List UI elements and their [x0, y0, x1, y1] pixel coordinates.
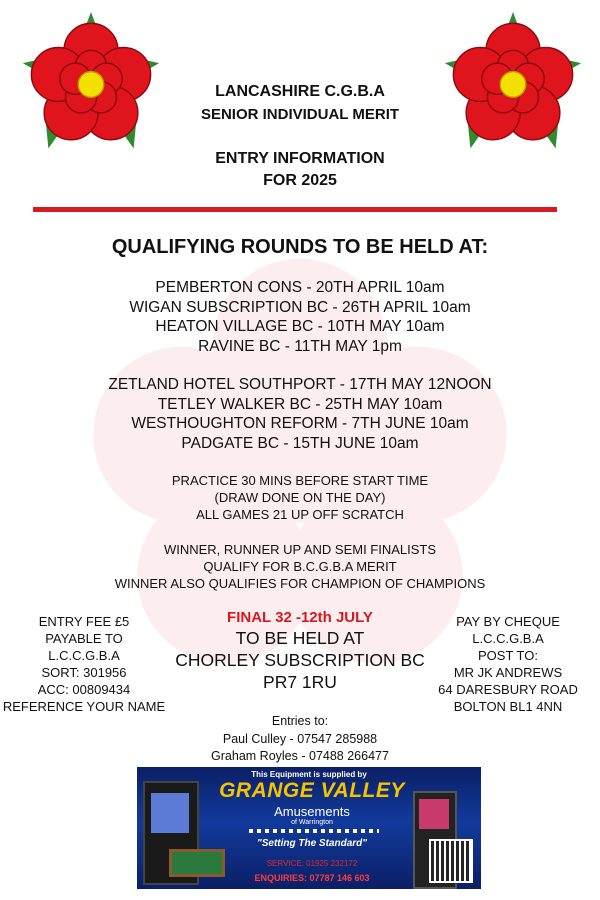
entry-fee-line: ENTRY FEE £5: [38, 614, 130, 629]
cheque-line: BOLTON BL1 4NN: [453, 699, 563, 714]
cheque-line: MR JK ANDREWS: [453, 665, 563, 680]
venue-item: PEMBERTON CONS - 20TH APRIL 10am: [155, 279, 445, 296]
divider-line: [33, 207, 557, 212]
contact-line: Graham Royles - 07488 266477: [211, 749, 389, 763]
entry-fee-line: L.C.C.G.B.A: [48, 648, 120, 663]
note-line: WINNER ALSO QUALIFIES FOR CHAMPION OF CHAMPIONS: [114, 576, 486, 591]
note-line: WINNER, RUNNER UP AND SEMI FINALISTS: [163, 542, 437, 557]
sponsor-supplied-by: This Equipment is supplied by: [251, 770, 367, 779]
qualify-notes: [0, 541, 600, 592]
venue-item: PADGATE BC - 15TH JUNE 10am: [181, 434, 419, 452]
venue-list-1: [0, 278, 600, 356]
final-date: FINAL 32 -12th JULY: [227, 609, 373, 626]
final-venue-intro: TO BE HELD AT: [235, 628, 365, 648]
qualifying-heading: QUALIFYING ROUNDS TO BE HELD AT:: [111, 236, 489, 258]
venue-item: ZETLAND HOTEL SOUTHPORT - 17TH MAY 12NOON: [108, 376, 492, 393]
venue-item: RAVINE BC - 11TH MAY 1pm: [198, 337, 402, 355]
entries-label: Entries to:: [271, 714, 329, 728]
cheque-line: 64 DARESBURY ROAD: [438, 682, 578, 697]
final-postcode: PR7 1RU: [263, 672, 337, 692]
note-line: PRACTICE 30 MINS BEFORE START TIME: [171, 473, 429, 488]
cheque-line: POST TO:: [478, 648, 538, 663]
entry-info-year: FOR 2025: [263, 172, 337, 189]
note-line: QUALIFY FOR B.C.G.B.A MERIT: [203, 559, 397, 574]
sponsor-enquiries: ENQUIRIES: 07787 146 603: [254, 873, 370, 883]
sponsor-brand: GRANGE VALLEY: [219, 779, 405, 802]
note-line: (DRAW DONE ON THE DAY): [214, 490, 386, 505]
venue-item: TETLEY WALKER BC - 25TH MAY 10am: [157, 395, 443, 413]
contact-line: Paul Culley - 07547 285988: [222, 731, 378, 746]
entry-fee-line: PAYABLE TO: [45, 631, 123, 646]
sponsor-sub: Amusements: [274, 804, 350, 819]
venue-item: WIGAN SUBSCRIPTION BC - 26TH APRIL 10am: [129, 298, 471, 316]
sponsor-slogan: "Setting The Standard": [256, 838, 368, 849]
sponsor-banner: [137, 767, 481, 889]
final-venue: CHORLEY SUBSCRIPTION BC: [175, 650, 425, 670]
cheque-line: PAY BY CHEQUE: [456, 614, 560, 629]
sponsor-service: SERVICE: 01925 232172: [266, 859, 358, 868]
entry-fee-line: ACC: 00809434: [37, 682, 131, 697]
decorative-dots: [249, 829, 379, 833]
venue-item: HEATON VILLAGE BC - 10TH MAY 10am: [155, 318, 445, 335]
note-line: ALL GAMES 21 UP OFF SCRATCH: [196, 507, 404, 522]
qr-code-icon: [429, 839, 473, 883]
cheque-line: L.C.C.G.B.A: [472, 631, 544, 646]
entries-block: [0, 713, 600, 766]
venue-item: WESTHOUGHTON REFORM - 7TH JUNE 10am: [131, 415, 469, 432]
entry-fee-line: REFERENCE YOUR NAME: [2, 699, 166, 714]
entry-fee-line: SORT: 301956: [41, 665, 127, 680]
page-title: LANCASHIRE C.G.B.A: [215, 83, 385, 100]
venue-list-2: [0, 375, 600, 453]
practice-notes: [0, 472, 600, 523]
page-subtitle: SENIOR INDIVIDUAL MERIT: [200, 106, 400, 123]
sponsor-location: of Warrington: [291, 819, 333, 826]
cheque-block: [428, 613, 588, 715]
entry-info-heading: ENTRY INFORMATION: [215, 150, 385, 167]
